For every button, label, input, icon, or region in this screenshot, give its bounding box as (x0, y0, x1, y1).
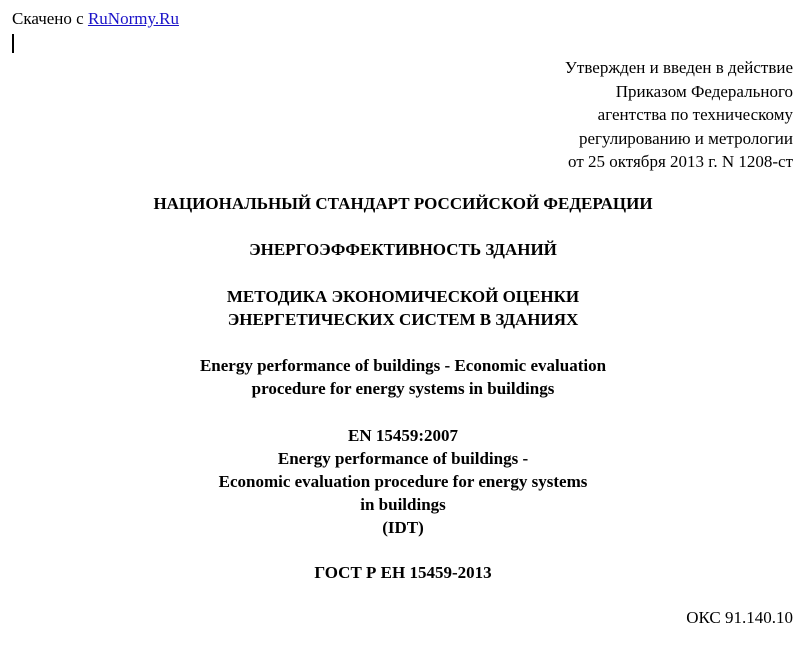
approval-line: от 25 октября 2013 г. N 1208-ст (568, 152, 793, 171)
okc-code: ОКС 91.140.10 (686, 608, 793, 627)
russian-title-line: МЕТОДИКА ЭКОНОМИЧЕСКОЙ ОЦЕНКИ (226, 287, 580, 306)
english-title-line: Energy performance of buildings - Economic evaluation (199, 356, 607, 375)
approval-line: Приказом Федерального (615, 81, 793, 101)
standard-type-heading: НАЦИОНАЛЬНЫЙ СТАНДАРТ РОССИЙСКОЙ ФЕДЕРАЦИИ (153, 194, 653, 213)
approval-line: Утвержден и введен в действие (564, 58, 793, 77)
english-title-line: procedure for energy systems in buildings (251, 379, 555, 398)
download-source-line (12, 9, 179, 29)
runormy-link[interactable]: RuNormy.Ru (87, 9, 179, 28)
gost-code: ГОСТ Р ЕН 15459-2013 (314, 563, 492, 582)
idt-label: (IDT) (382, 518, 424, 537)
approval-line: агентства по техническому (597, 105, 793, 124)
series-title-heading: ЭНЕРГОЭФФЕКТИВНОСТЬ ЗДАНИЙ (249, 240, 557, 259)
russian-title (0, 285, 799, 331)
en-standard-title-line: Energy performance of buildings - (277, 449, 529, 468)
en-standard-block (0, 424, 799, 539)
english-title (0, 354, 799, 400)
approval-line: регулированию и метрологии (578, 128, 793, 148)
download-source-text: Скачено с (12, 9, 88, 28)
en-standard-title-line: in buildings (360, 495, 446, 514)
russian-title-line: ЭНЕРГЕТИЧЕСКИХ СИСТЕМ В ЗДАНИЯХ (227, 310, 579, 329)
en-standard-code: EN 15459:2007 (347, 426, 459, 445)
approval-block (565, 56, 793, 174)
en-standard-title-line: Economic evaluation procedure for energy systems (218, 472, 588, 491)
text-cursor (12, 34, 14, 53)
